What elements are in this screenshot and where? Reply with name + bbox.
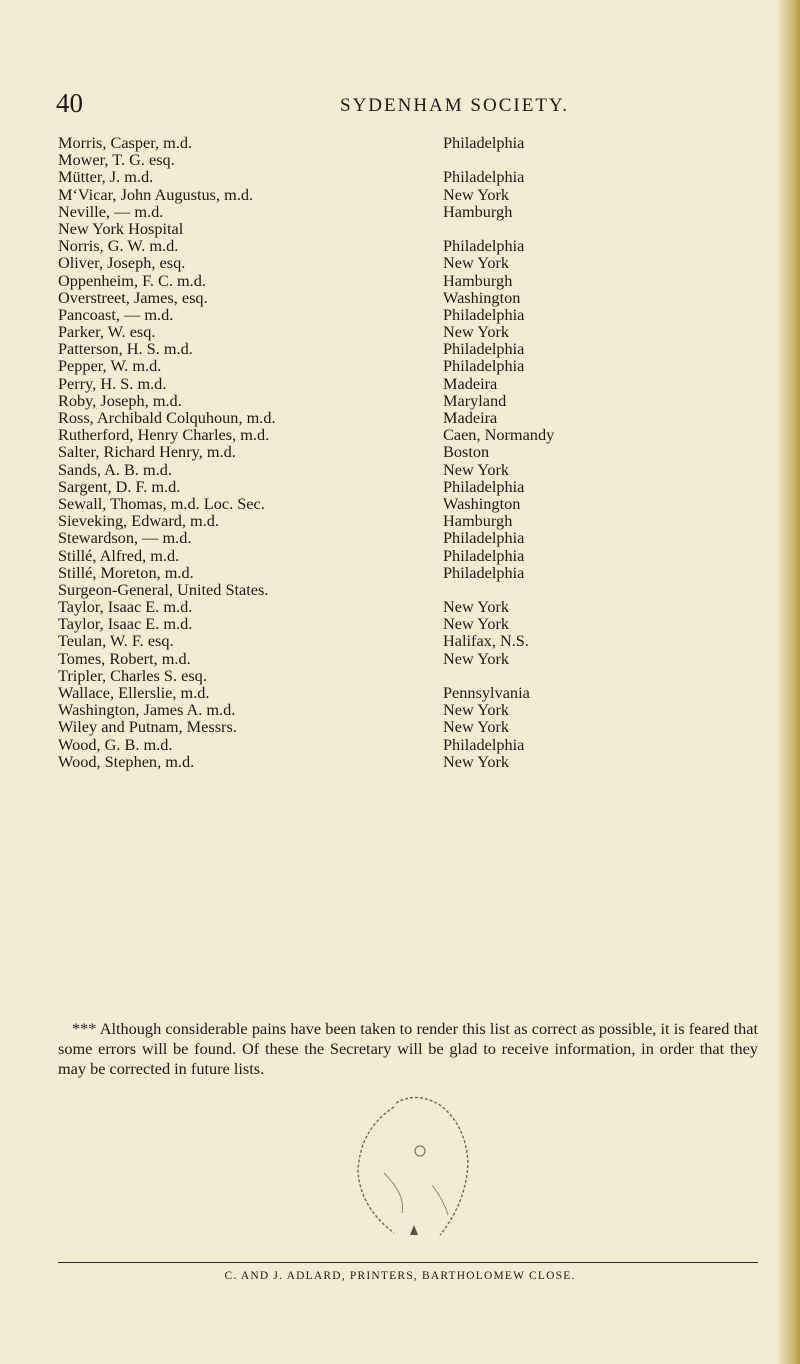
member-name: New York Hospital [58, 218, 184, 238]
member-place: New York [443, 614, 510, 634]
member-place: New York [443, 717, 510, 737]
member-list [58, 134, 758, 770]
list-item [58, 547, 758, 564]
member-name: Sands, A. B. m.d. [58, 459, 172, 479]
list-item [58, 443, 758, 460]
page-edge [778, 0, 800, 1364]
member-place: New York [443, 322, 510, 342]
member-name: Oliver, Joseph, esq. [58, 253, 186, 273]
list-item [58, 598, 758, 615]
list-item [58, 478, 758, 495]
member-name: M‘Vicar, John Augustus, m.d. [58, 184, 254, 204]
member-place: Philadelphia [443, 545, 525, 565]
member-place: New York [443, 459, 510, 479]
member-place: Philadelphia [443, 528, 525, 548]
list-item [58, 186, 758, 203]
printer-imprint: C. AND J. ADLARD, PRINTERS, BARTHOLOMEW CLOSE. [224, 1270, 576, 1282]
member-name: Stillé, Alfred, m.d. [58, 545, 180, 565]
member-name: Wood, G. B. m.d. [58, 734, 173, 754]
member-place: Philadelphia [443, 734, 525, 754]
member-place: Maryland [443, 390, 507, 410]
member-place: New York [443, 253, 510, 273]
member-place: New York [443, 184, 510, 204]
member-place: New York [443, 648, 510, 668]
list-item [58, 650, 758, 667]
member-place: Caen, Normandy [443, 425, 555, 445]
member-place: Hamburgh [443, 270, 513, 290]
member-place: Philadelphia [443, 339, 525, 359]
member-place: Philadelphia [443, 133, 525, 152]
member-name: Surgeon-General, United States. [58, 579, 269, 599]
list-item [58, 375, 758, 392]
member-name: Rutherford, Henry Charles, m.d. [58, 425, 270, 445]
member-name: Overstreet, James, esq. [58, 287, 208, 307]
list-item [58, 289, 758, 306]
member-place: Pennsylvania [443, 683, 530, 702]
running-head: SYDENHAM SOCIETY. [340, 95, 569, 116]
list-item [58, 529, 758, 546]
footer-rule [58, 1262, 758, 1263]
list-item [58, 615, 758, 632]
member-place: Madeira [443, 408, 498, 427]
ornament-device-icon [336, 1085, 496, 1255]
list-item [58, 237, 758, 254]
member-name: Taylor, Isaac E. m.d. [58, 597, 193, 617]
member-name: Mütter, J. m.d. [58, 167, 154, 187]
member-name: Wood, Stephen, m.d. [58, 751, 195, 771]
member-place: Washington [443, 287, 521, 307]
list-item [58, 203, 758, 220]
member-name: Neville, — m.d. [58, 201, 164, 221]
list-item [58, 323, 758, 340]
member-name: Norris, G. W. m.d. [58, 236, 179, 256]
errata-note: *** Although considerable pains have been taken to render this list as correct as possible, it is feared that some errors will be found. Of these the Secretary will be glad to receive information, in order that they may be corrected in future lists. [58, 1019, 758, 1078]
member-name: Sewall, Thomas, m.d. Loc. Sec. [58, 493, 265, 513]
list-item [58, 220, 758, 237]
list-item [58, 272, 758, 289]
list-item [58, 340, 758, 357]
list-item [58, 701, 758, 718]
member-place: Halifax, N.S. [443, 631, 529, 651]
list-item [58, 426, 758, 443]
member-name: Stillé, Moreton, m.d. [58, 562, 194, 582]
list-item [58, 718, 758, 735]
member-name: Pancoast, — m.d. [58, 304, 174, 324]
member-name: Wiley and Putnam, Messrs. [58, 717, 237, 737]
member-name: Tomes, Robert, m.d. [58, 648, 191, 668]
list-item [58, 512, 758, 529]
list-item [58, 392, 758, 409]
list-item [58, 736, 758, 753]
member-place: Philadelphia [443, 167, 525, 187]
member-name: Taylor, Isaac E. m.d. [58, 614, 193, 634]
member-name: Tripler, Charles S. esq. [58, 665, 207, 685]
member-name: Patterson, H. S. m.d. [58, 339, 193, 359]
list-item [58, 357, 758, 374]
member-name: Pepper, W. m.d. [58, 356, 162, 376]
member-name: Salter, Richard Henry, m.d. [58, 442, 236, 462]
list-item [58, 753, 758, 770]
list-item [58, 134, 758, 151]
member-place: Philadelphia [443, 476, 525, 496]
member-name: Perry, H. S. m.d. [58, 373, 167, 393]
list-item [58, 684, 758, 701]
member-place: Washington [443, 493, 521, 513]
list-item [58, 151, 758, 168]
member-name: Parker, W. esq. [58, 322, 156, 342]
member-place: Philadelphia [443, 236, 525, 256]
member-name: Sargent, D. F. m.d. [58, 476, 181, 496]
member-name: Morris, Casper, m.d. [58, 133, 193, 152]
member-place: Hamburgh [443, 511, 513, 531]
member-place: New York [443, 597, 510, 617]
member-name: Wallace, Ellerslie, m.d. [58, 683, 210, 702]
member-name: Roby, Joseph, m.d. [58, 390, 182, 410]
list-item [58, 409, 758, 426]
member-name: Teulan, W. F. esq. [58, 631, 174, 651]
member-name: Mower, T. G. esq. [58, 150, 175, 170]
list-item [58, 461, 758, 478]
list-item [58, 254, 758, 271]
list-item [58, 581, 758, 598]
page-number: 40 [56, 88, 83, 118]
list-item [58, 564, 758, 581]
member-place: New York [443, 700, 510, 720]
list-item [58, 632, 758, 649]
member-place: Philadelphia [443, 562, 525, 582]
list-item [58, 667, 758, 684]
member-name: Oppenheim, F. C. m.d. [58, 270, 206, 290]
member-name: Ross, Archibald Colquhoun, m.d. [58, 408, 276, 427]
member-place: Philadelphia [443, 356, 525, 376]
member-place: Madeira [443, 373, 498, 393]
member-name: Stewardson, — m.d. [58, 528, 192, 548]
list-item [58, 306, 758, 323]
member-name: Washington, James A. m.d. [58, 700, 236, 720]
list-item [58, 495, 758, 512]
member-place: Philadelphia [443, 304, 525, 324]
member-place: Hamburgh [443, 201, 513, 221]
member-place: New York [443, 751, 510, 771]
member-place: Boston [443, 442, 490, 462]
list-item [58, 168, 758, 185]
member-name: Sieveking, Edward, m.d. [58, 511, 219, 531]
